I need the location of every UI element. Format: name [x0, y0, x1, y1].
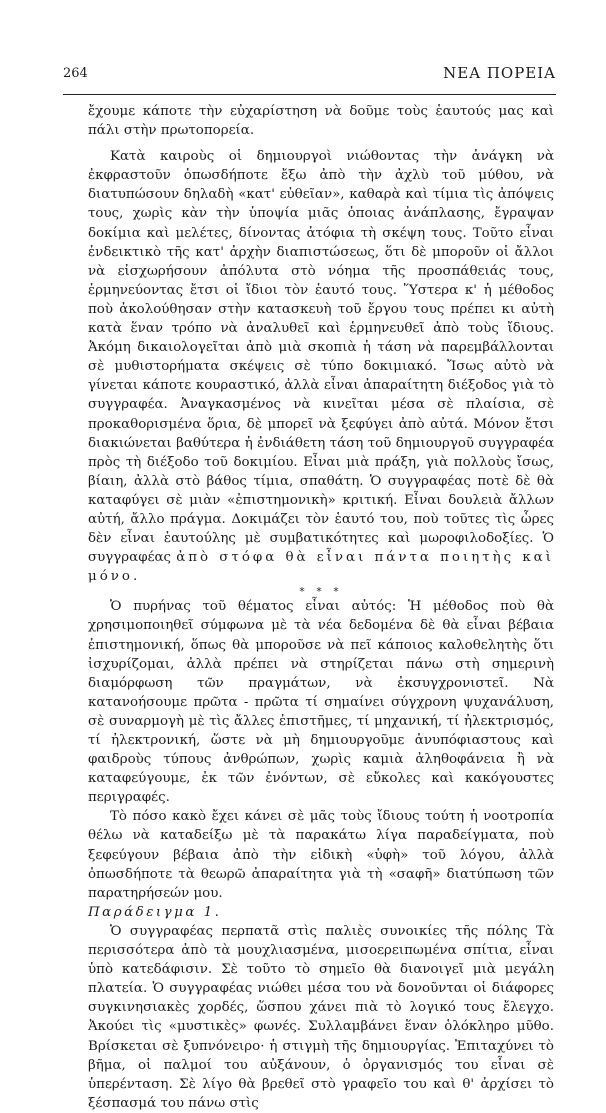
section-separator: * * *: [299, 585, 343, 599]
paragraph-continuation: ἔχουμε κάποτε τὴν εὐχαρίστηση νὰ δοῦμε τοὺς ἑαυτούς μας καὶ πάλι στὴν πρωτοπορεία.: [88, 104, 554, 139]
page-header: [63, 60, 556, 90]
journal-title: ΝΕΑ ΠΟΡΕΙΑ: [443, 64, 556, 82]
page-number: 264: [63, 66, 88, 81]
example-heading: [88, 903, 554, 922]
paragraph-text: Κατὰ καιροὺς οἱ δημιουργοὶ νιώθοντας τὴν ἀνάγκη νὰ ἐκφραστοῦν ὁπωσδήποτε ἔξω ἀπὸ τὴν ἀχλὺ τοῦ μύθου, νὰ διατυπώσουν δηλαδὴ «κατ' εὐθεῖαν», καθαρὰ καὶ τίμια τὶς ἀπόψεις τους, χωρὶς κὰν τὴν ὑποψία μιᾶς ὁποιας ἀνάπλασης, ἔγραψαν δοκίμια καὶ μελέτες, δίνοντας ἀτόφια τὴ σκέψη τους. Τοῦτο εἶναι ἐνδεικτικὸ τῆς κατ' ἀρχὴν διαπιστώσεως, ὅτι δὲ μποροῦν οἱ ἄλλοι νὰ εἰσχωρήσουν ἀπόλυτα στὸ νόημα τῆς προσπάθειάς τους, ἑρμηνεύοντας ἔτσι οἱ ἴδιοι τὸν ἑαυτό τους. Ὕστερα κ' ἡ μέθοδος ποὺ ἀκολούθησαν στὴν κατασκευὴ τοῦ ἔργου τους πρέπει κι αὐτὴ κατὰ ἕναν τρόπο νὰ ἀναλυθεῖ καὶ ἑρμηνευθεῖ ἀπὸ τοὺς ἴδιους. Ἀκόμη δικαιολογεῖται ἀπὸ μιὰ σκοπιὰ ἡ τάση νὰ παρεμβάλλονται σὲ μυθιστορήματα σκέψεις σὲ τύπο δοκιμιακό. Ἴσως αὐτὸ νὰ γίνεται κάποτε κουραστικό, ἀλλὰ εἶναι ἀπαραίτητη διέξοδος γιὰ τὸ συγγραφέα. Ἀναγκασμένος νὰ κινεῖται μέσα σὲ πλαίσια, σὲ προκαθορισμένα ὅρια, δὲ μπορεῖ νὰ ξεφύγει ἀπὸ αὐτά. Μόνον ἔτσι διακιώνεται βαθύτερα ἡ ἐνδιάθετη τάση τοῦ δημιουργοῦ συγγραφέα πρὸς τὴ διέξοδο τοῦ δοκιμίου. Εἶναι μιὰ πράξη, γιὰ πολλοὺς ἴσως, βίαιη, ἀλλὰ στὸ βάθος τίμια, σπαθάτη. Ὁ συγγραφέας ποτὲ δὲ θὰ καταφύγει σὲ μιὰν «ἐπιστημονικὴ» κριτική. Εἶναι δουλειὰ ἄλλων αὐτή, ἄλλο πράγμα. Δοκιμάζει τὸν ἑαυτό του, ποὺ τοῦτες τὶς ὧρες δὲν εἶναι ἑαυτούλης μὲ συμβατικότητες καὶ μωροφιλοδοξίες. Ὁ συγγραφέας: [88, 149, 554, 566]
header-rule: [63, 94, 556, 95]
article-body: [88, 102, 554, 1113]
paragraph: Τὸ πόσο κακὸ ἔχει κάνει σὲ μᾶς τοὺς ἴδιους τούτη ἡ νοοτροπία θέλω νὰ καταδείξω μὲ τὰ παρακάτω λίγα παραδείγματα, ποὺ ξεφεύγουν βέβαια ἀπὸ τὴν εἰδικὴ «ὑφὴ» τοῦ λόγου, ἀλλὰ ὁπωσδήποτε τὰ θεωρῶ ἀπαραίτητα γιὰ τὴ «σαφῆ» διατύπωση τῶν παρατηρήσεών μου.: [88, 809, 554, 901]
paragraph: [88, 147, 554, 586]
example-heading-text: Παράδειγμα 1.: [88, 904, 222, 920]
paragraph: Ὁ πυρήνας τοῦ θέματος εἶναι αὐτός: Ἡ μέθοδος ποὺ θὰ χρησιμοποιηθεῖ σύμφωνα μὲ τὰ νέα δεδομένα δὲ θὰ εἶναι βέβαια ἐπιστημονική, ὅπως θὰ μποροῦσε νὰ πεῖ κάποιος καλοθελητὴς ὅτι ἰσχυρίζομαι, ἀλλὰ πρέπει νὰ στηρίζεται πάνω στὴ σημερινὴ διαμόρφωση τῶν πραγμάτων, νὰ ἐκσυγχρονιστεῖ. Νὰ κατανοήσουμε πρῶτα - πρῶτα τί σημαίνει σύγχρονη ψυχανάλυση, σὲ συναρμογὴ μὲ τὶς ἄλλες ἐπιστῆμες, τί μηχανική, τί ἠλεκτρισμός, τί ἠλεκτρονική, ὥστε νὰ μὴ δημιουργοῦμε ἀνυπόφιαστους καὶ φαιδροὺς τύπους ἀνθρώπων, χωρὶς καμιὰ ἀληθοφάνεια ἢ νὰ καταφεύγουμε, ἐκ τῶν ἐνόντων, σὲ εὔκολες καὶ κακόγουστες περιγραφές.: [88, 599, 554, 806]
paragraph: Ὁ συγγραφέας περπατᾶ στὶς παλιὲς συνοικίες τῆς πόλης Τὰ περισσότερα ἀπὸ τὰ μουχλιασμένα, μισοερειπωμένα σπίτια, εἶναι ὑπὸ κατεδάφισιν. Σὲ τοῦτο τὸ σημεῖο θὰ διανοιγεῖ μιὰ μεγάλη πλατεία. Ὁ συγγραφέας νιώθει μέσα του νὰ δονοῦνται οἱ διάφορες συγκινησιακὲς χορδές, ὥσπου χάνει πιὰ τὸ λογικό τους ἔλεγχο. Ἀκούει τὶς «μυστικὲς» φωνές. Συλλαμβάνει ἕναν ὁλόκληρο μῦθο. Βρίσκεται σὲ ξυπνόνειρο· ἡ στιγμὴ τῆς δημιουργίας. Ἐπιταχύνει τὸ βῆμα, οἱ παλμοί του αὐξάνουν, ὁ ὀργανισμός του εἶναι σὲ ὑπερένταση. Σὲ λίγο θὰ βρεθεῖ στὸ γραφεῖο του καὶ θ' ἀρχίσει τὸ ξέσπασμά του πάνω στὶς: [88, 923, 554, 1111]
spaced-text: ἀπὸ στόφα θὰ εἶναι πάντα ποιητὴς καὶ μόνο.: [88, 550, 554, 585]
